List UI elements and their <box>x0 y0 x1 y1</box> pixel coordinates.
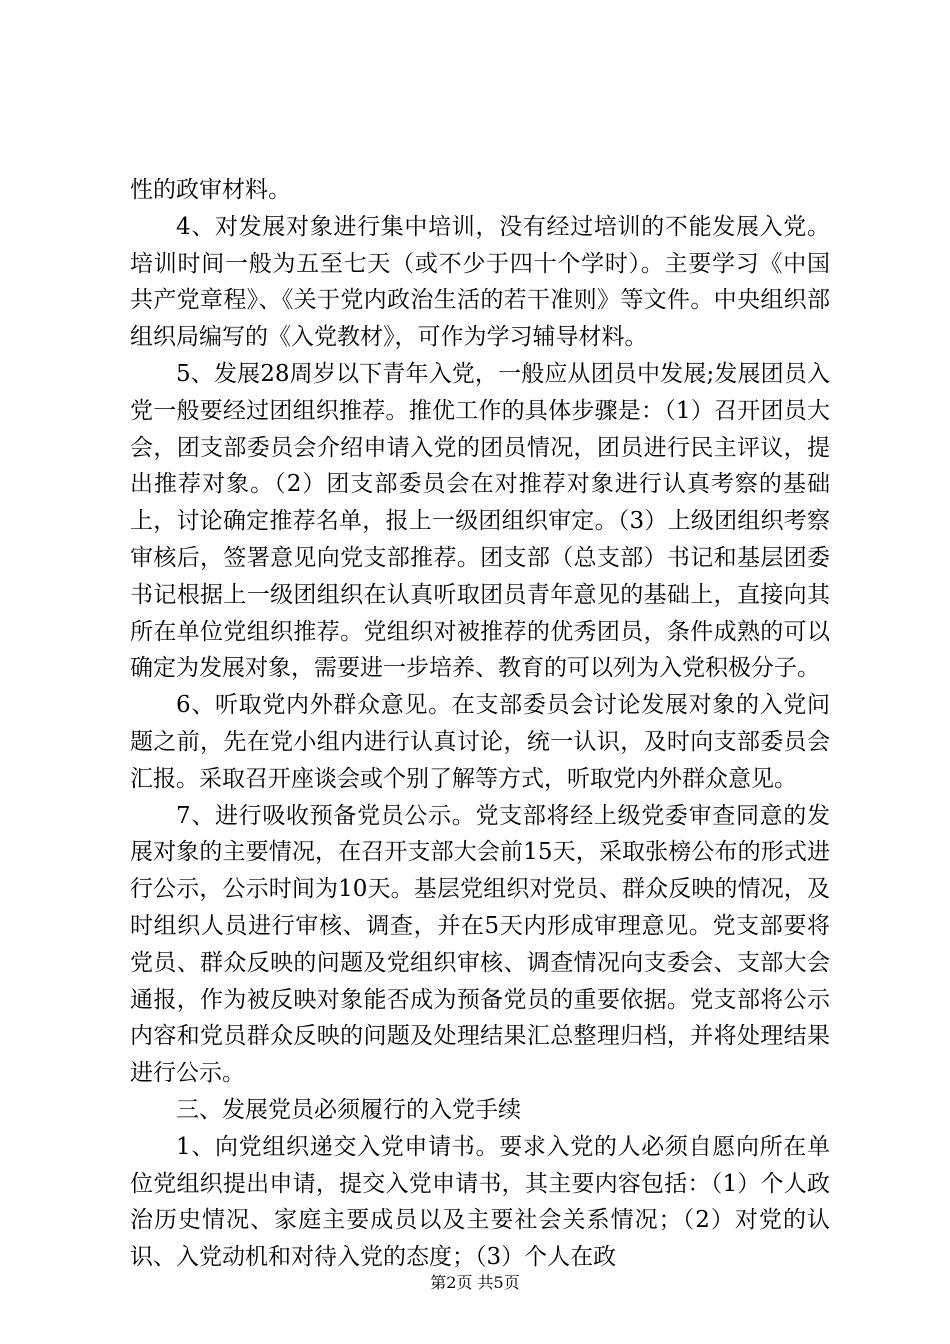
document-body <box>130 172 830 1276</box>
paragraph: 4、对发展对象进行集中培训，没有经过培训的不能发展入党。培训时间一般为五至七天（或不少于四十个学时）。主要学习《中国共产党章程》、《关于党内政治生活的若干准则》等文件。中央组织部组织局编写的《入党教材》，可作为学习辅导材料。 <box>130 213 830 351</box>
section-heading: 三、发展党员必须履行的入党手续 <box>176 1096 521 1123</box>
paragraph: 1、向党组织递交入党申请书。要求入党的人必须自愿向所在单位党组织提出申请，提交入党申请书，其主要内容包括：（1）个人政治历史情况、家庭主要成员以及主要社会关系情况；（2）对党的认识、入党动机和对待入党的态度；（3）个人在政 <box>130 1133 830 1271</box>
page-footer: 第2页 共5页 <box>430 1273 520 1292</box>
paragraph: 6、听取党内外群众意见。在支部委员会讨论发展对象的入党问题之前，先在党小组内进行认真讨论，统一认识，及时向支部委员会汇报。采取召开座谈会或个别了解等方式，听取党内外群众意见。 <box>130 692 830 792</box>
paragraph: 性的政审材料。 <box>130 177 291 203</box>
paragraph: 5、发展28周岁以下青年入党，一般应从团员中发展;发展团员入党一般要经过团组织推荐。推优工作的具体步骤是：（1）召开团员大会，团支部委员会介绍申请入党的团员情况，团员进行民主评议，提出推荐对象。（2）团支部委员会在对推荐对象进行认真考察的基础上，讨论确定推荐名单，报上一级团组织审定。（3）上级团组织考察审核后，签署意见向党支部推荐。团支部（总支部）书记和基层团委书记根据上一级团组织在认真听取团员青年意见的基础上，直接向其所在单位党组织推荐。党组织对被推荐的优秀团员，条件成熟的可以确定为发展对象，需要进一步培养、教育的可以列为入党积极分子。 <box>130 360 830 682</box>
paragraph: 7、进行吸收预备党员公示。党支部将经上级党委审查同意的发展对象的主要情况，在召开支部大会前15天，采取张榜公布的形式进行公示，公示时间为10天。基层党组织对党员、群众反映的情况，及时组织人员进行审核、调查，并在5天内形成审理意见。党支部要将党员、群众反映的问题及党组织审核、调查情况向支委会、支部大会通报，作为被反映对象能否成为预备党员的重要依据。党支部将公示内容和党员群众反映的问题及处理结果汇总整理归档，并将处理结果进行公示。 <box>130 802 830 1087</box>
